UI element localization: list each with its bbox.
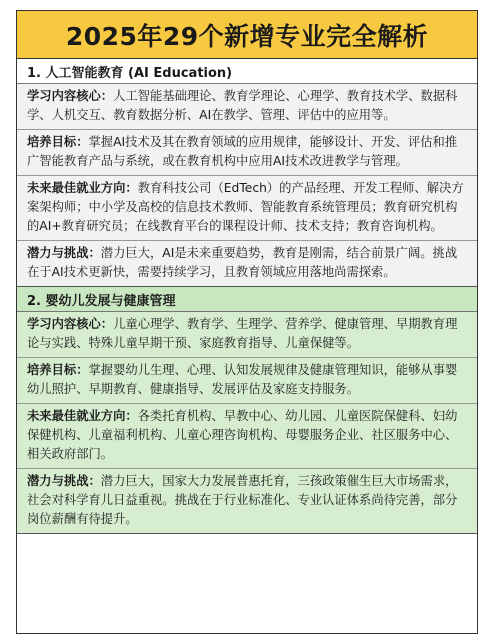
row-learning-content xyxy=(17,312,477,358)
row-label: 未来最佳就业方向： xyxy=(27,409,138,423)
row-label: 培养目标： xyxy=(27,135,89,149)
section-ai-education xyxy=(17,59,477,287)
row-text: 潜力巨大，AI是未来重要趋势，教育是刚需，结合前景广阔。挑战在于AI技术更新快，需要持续学习，且教育领域应用落地尚需探索。 xyxy=(27,246,458,279)
row-training-goal xyxy=(17,358,477,404)
row-label: 未来最佳就业方向： xyxy=(27,181,138,195)
row-potential xyxy=(17,241,477,286)
row-career xyxy=(17,404,477,469)
row-text: 掌握AI技术及其在教育领域的应用规律，能够设计、开发、评估和推广智能教育产品与系统，或在教育机构中应用AI技术改进教学与管理。 xyxy=(27,135,458,168)
document-frame xyxy=(16,10,478,634)
row-label: 学习内容核心： xyxy=(27,317,114,331)
section-heading: 2. 婴幼儿发展与健康管理 xyxy=(17,287,477,312)
row-training-goal xyxy=(17,130,477,176)
row-text: 潜力巨大，国家大力发展普惠托育，三孩政策催生巨大市场需求，社会对科学育儿日益重视。挑战在于行业标准化、专业认证体系尚待完善，部分岗位薪酬有待提升。 xyxy=(27,474,458,526)
page-title: 2025年29个新增专业完全解析 xyxy=(17,11,477,59)
section-heading: 1. 人工智能教育 (AI Education) xyxy=(17,59,477,84)
row-text: 掌握婴幼儿生理、心理、认知发展规律及健康管理知识，能够从事婴幼儿照护、早期教育、健康指导、发展评估及家庭支持服务。 xyxy=(27,363,458,396)
row-text: 儿童心理学、教育学、生理学、营养学、健康管理、早期教育理论与实践、特殊儿童早期干预、家庭教育指导、儿童保健等。 xyxy=(27,317,458,350)
row-text: 各类托育机构、早教中心、幼儿园、儿童医院保健科、妇幼保健机构、儿童福利机构、儿童心理咨询机构、母婴服务企业、社区服务中心、相关政府部门。 xyxy=(27,409,458,461)
row-career xyxy=(17,176,477,241)
row-label: 潜力与挑战： xyxy=(27,246,101,260)
row-text: 教育科技公司（EdTech）的产品经理、开发工程师、解决方案架构师；中小学及高校的信息技术教师、智能教育系统管理员；教育研究机构的AI+教育研究员；在线教育平台的课程设计师、技术支持；教育咨询机构。 xyxy=(27,181,464,233)
row-label: 培养目标： xyxy=(27,363,89,377)
section-infant-health xyxy=(17,287,477,534)
row-potential xyxy=(17,469,477,533)
row-learning-content xyxy=(17,84,477,130)
row-label: 潜力与挑战： xyxy=(27,474,101,488)
row-label: 学习内容核心： xyxy=(27,89,114,103)
row-text: 人工智能基础理论、教育学理论、心理学、教育技术学、数据科学、人机交互、教育数据分析、AI在教学、管理、评估中的应用等。 xyxy=(27,89,458,122)
